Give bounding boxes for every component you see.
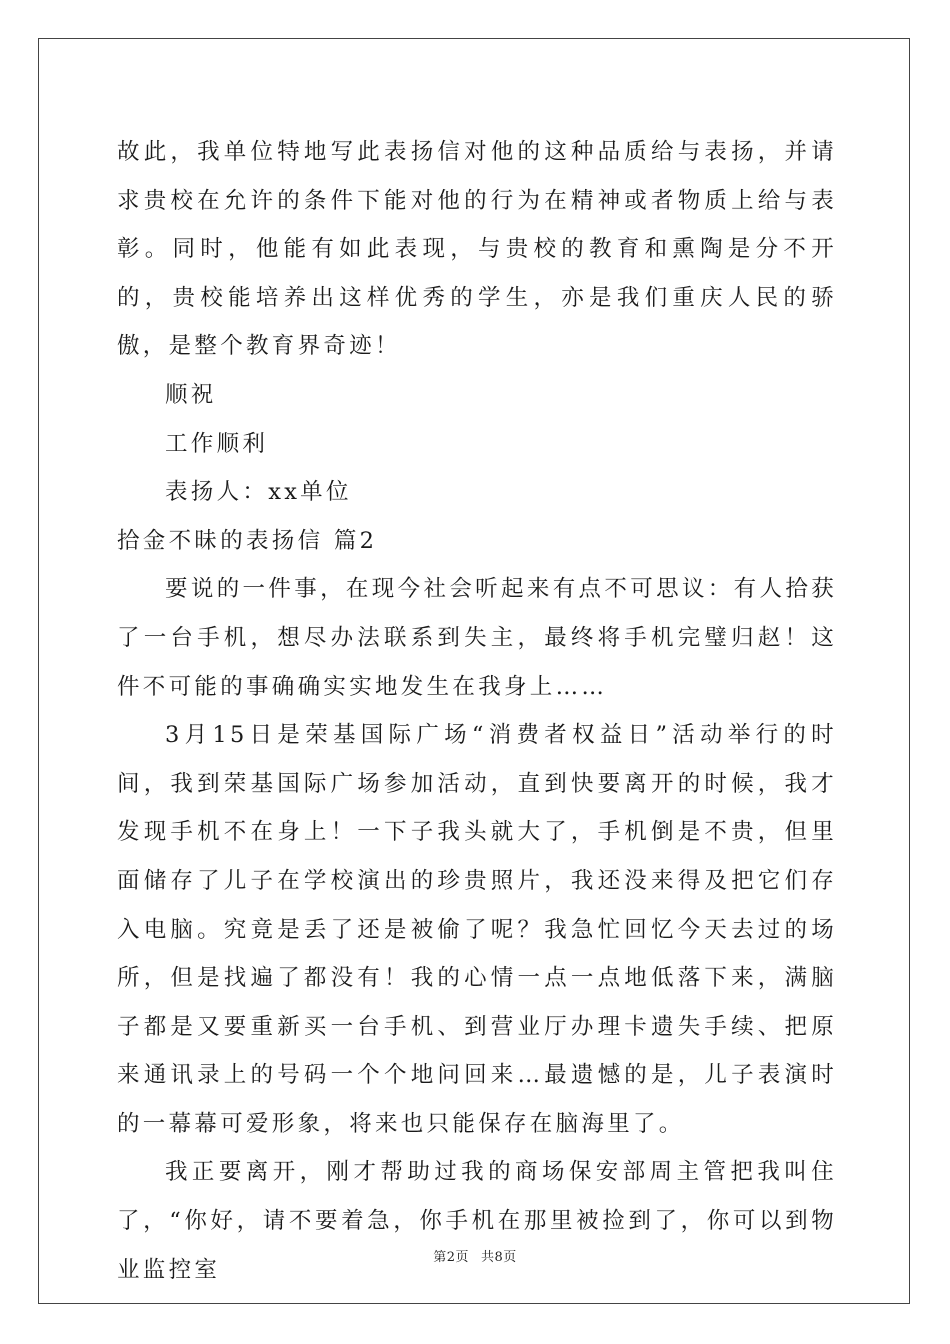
paragraph-story: 3月15日是荣基国际广场“消费者权益日”活动举行的时间，我到荣基国际广场参加活动，直到快要离开的时候，我才发现手机不在身上！一下子我头就大了，手机倒是不贵，但里面储存了儿子在学校演出的珍贵照片，我还没来得及把它们存入电脑。究竟是丢了还是被偷了呢？我急忙回忆今天去过的场所，但是找遍了都没有！我的心情一点一点地低落下来，满脑子都是又要重新买一台手机、到营业厅办理卡遗失手续、把原来通讯录上的号码一个个地问回来…最遗憾的是，儿子表演时的一幕幕可爱形象，将来也只能保存在脑海里了。 xyxy=(117,722,837,1137)
paragraph-signature: 表扬人：xx单位 xyxy=(165,479,352,506)
paragraph-intro: 要说的一件事，在现今社会听起来有点不可思议：有人拾获了一台手机，想尽办法联系到失主，最终将手机完璧归赵！这件不可能的事确确实实地发生在我身上…… xyxy=(117,576,837,700)
page-number: 第2页 xyxy=(433,1250,469,1265)
page-footer xyxy=(0,1246,950,1265)
document-body xyxy=(117,128,837,1294)
section-title: 拾金不昧的表扬信 篇2 xyxy=(117,527,378,554)
paragraph-wish: 工作顺利 xyxy=(165,430,269,457)
page-total: 共8页 xyxy=(481,1250,517,1265)
paragraph-continuation: 我正要离开，刚才帮助过我的商场保安部周主管把我叫住了，“你好，请不要着急，你手机在那里被捡到了，你可以到物业监控室 xyxy=(117,1159,837,1283)
paragraph-salutation: 顺祝 xyxy=(165,381,217,408)
paragraph-closing-praise: 故此，我单位特地写此表扬信对他的这种品质给与表扬，并请求贵校在允许的条件下能对他的行为在精神或者物质上给与表彰。同时，他能有如此表现，与贵校的教育和熏陶是分不开的，贵校能培养出这样优秀的学生，亦是我们重庆人民的骄傲，是整个教育界奇迹！ xyxy=(117,139,837,360)
